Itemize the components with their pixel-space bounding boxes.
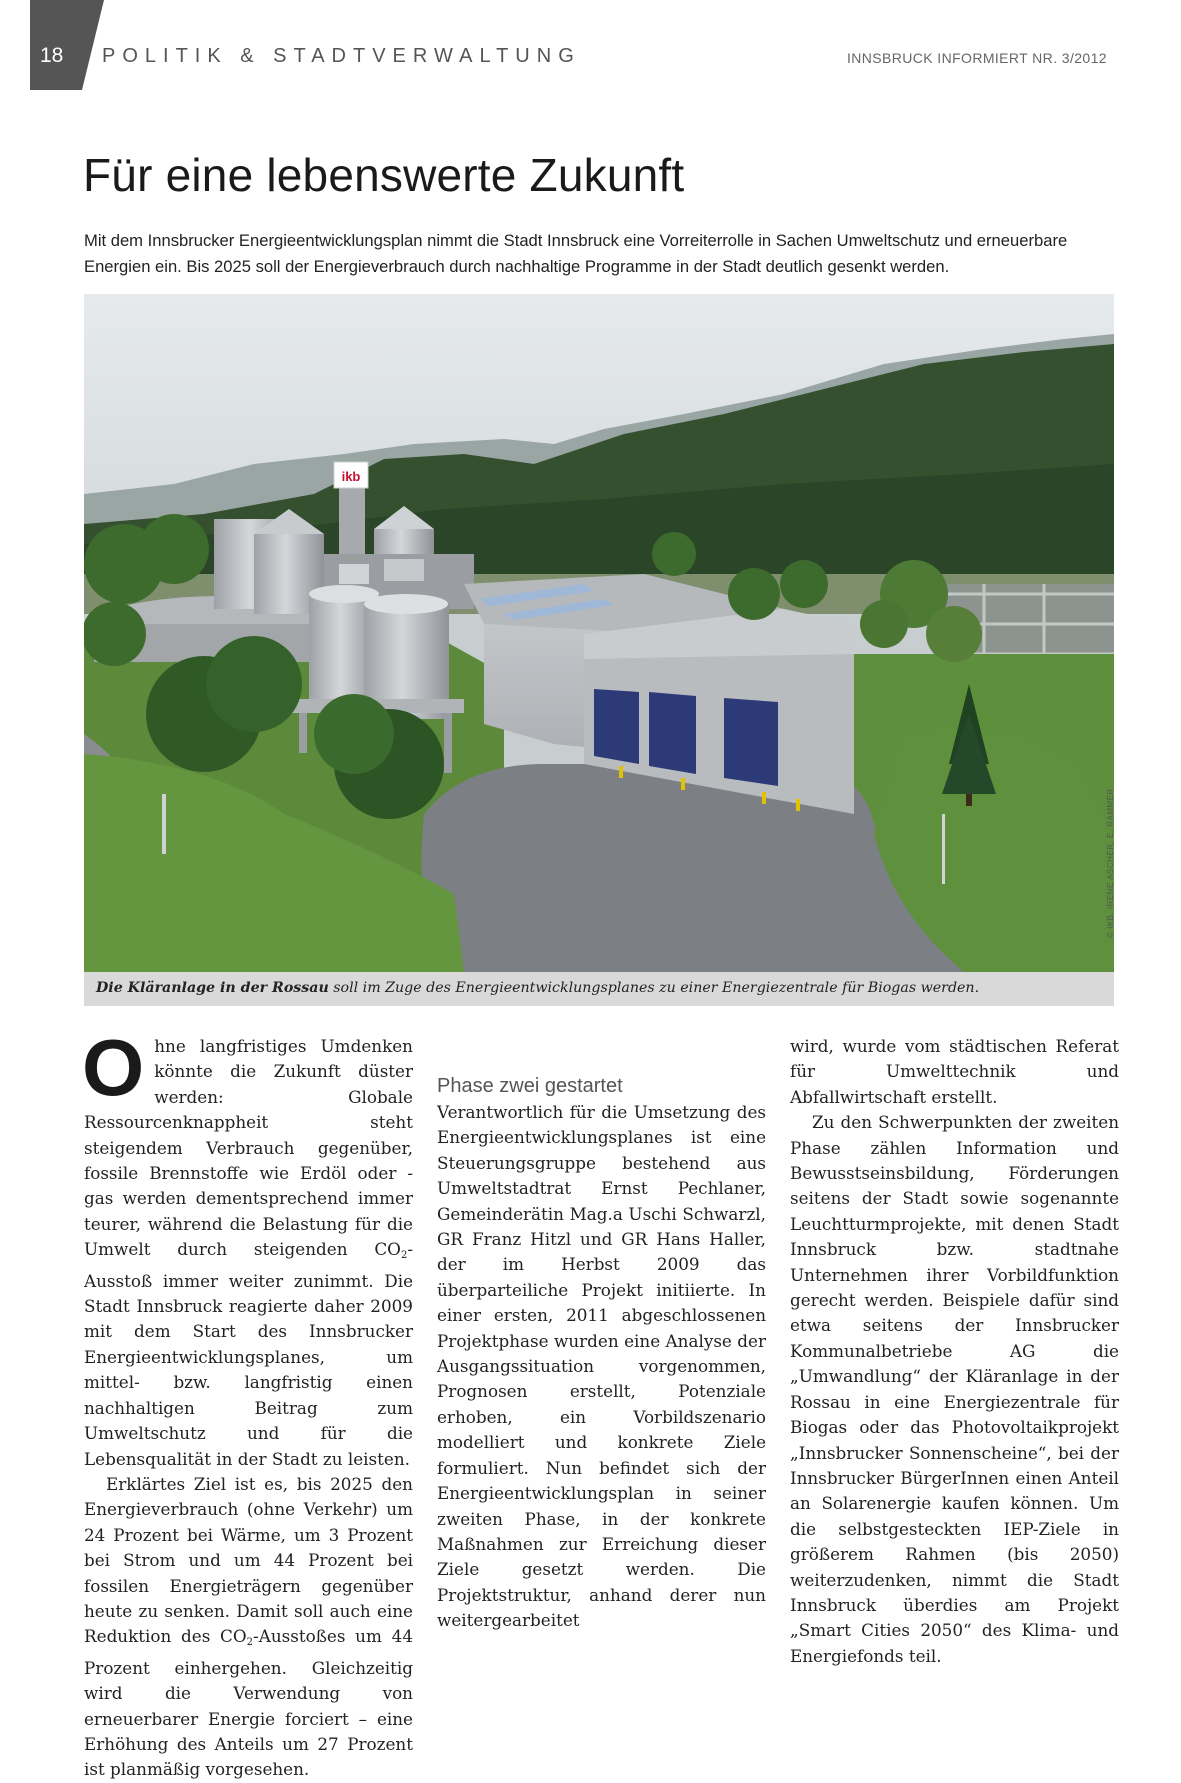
article-headline: Für eine lebenswerte Zukunft: [83, 149, 685, 201]
lamp-post: [162, 794, 166, 854]
column-1: [82, 1023, 413, 1783]
subheading: Phase zwei gestartet: [437, 1075, 623, 1097]
paragraph-2: [84, 1472, 413, 1783]
issue-label: INNSBRUCK INFORMIERT NR. 3/2012: [846, 50, 1107, 66]
treatment-plant-illustration: [84, 294, 1114, 972]
column-3: [790, 1034, 1119, 1669]
paragraph-3-continued: wird, wurde vom städtischen Referat für Umwelttechnik und Abfallwirtschaft erstellt.: [790, 1036, 1119, 1107]
column-2: [437, 978, 766, 1634]
paragraph-1-part-a: hne langfristiges Umdenken könnte die Zukunft düster werden: Globale Ressourcenknappheit steht steigendem Verbrauch gegenüber, fossile Brennstoffe wie Erdöl oder -gas werden dementsprechend immer teurer, während die Belastung für die Umwelt durch steigenden CO: [84, 1036, 413, 1260]
caption-text: soll im Zuge des Energieentwicklungsplanes zu einer Energiezentrale für Biogas werden.: [328, 980, 980, 996]
drop-cap: O: [82, 1023, 145, 1112]
paragraph-2-part-a: Erklärtes Ziel ist es, bis 2025 den Energieverbrauch (ohne Verkehr) um 24 Prozent bei Wärme, um 3 Prozent bei Strom und um 44 Prozent bei fossilen Energieträgern gegenüber heute zu senken. Damit soll auch eine Reduktion des CO: [84, 1473, 413, 1647]
article-lead: Mit dem Innsbrucker Energieentwicklungsplan nimmt die Stadt Innsbruck eine Vorreiterrolle in Sachen Umweltschutz und erneuerbare Energien ein. Bis 2025 soll der Energieverbrauch durch nachhaltige Programme in der Stadt deutlich gesenkt werden.: [84, 231, 1068, 276]
caption-bold: Die Kläranlage in der Rossau: [96, 980, 329, 996]
co2-subscript-2: 2: [246, 1637, 254, 1649]
paragraph-1: [82, 1023, 413, 1472]
tower-logo-text: ikb: [341, 469, 361, 484]
co2-subscript: 2: [400, 1250, 408, 1262]
article-photo: [84, 294, 1114, 972]
paragraph-1-part-b: -Ausstoß immer weiter zunimmt. Die Stadt Innsbruck reagierte daher 2009 mit dem Start des Innsbrucker Energieentwicklungsplanes, um mittel- bzw. langfristig einen nachhaltigen Beitrag zum Umweltschutz und für die Lebensqualität in der Stadt zu leisten.: [84, 1239, 413, 1469]
section-label: POLITIK & STADTVERWALTUNG: [102, 45, 581, 67]
paragraph-3: Verantwortlich für die Umsetzung des Energieentwicklungsplanes ist eine Steuerungsgruppe bestehend aus Umweltstadtrat Ernst Pechlaner, Gemeinderätin Mag.a Uschi Schwarzl, GR Franz Hitzl und GR Hans Haller, der im Herbst 2009 das überparteiliche Projekt initiierte. In einer ersten, 2011 abgeschlossenen Projektphase wurden eine Analyse der Ausgangssituation vorgenommen, Prognosen erstellt, Potenziale erhoben, ein Vorbildszenario modelliert und konkrete Ziele formuliert. Nun befindet sich der Energieentwicklungsplan in seiner zweiten Phase, in der konkrete Maßnahmen zur Erreichung dieser Ziele gesetzt werden. Die Projektstruktur, anhand derer nun weitergearbeitet: [437, 1102, 766, 1631]
paragraph-4: Zu den Schwerpunkten der zweiten Phase zählen Information und Bewusstseinsbildung, Förderungen seitens der Stadt sowie sogenannte Leuchtturmprojekte, mit denen Stadt Innsbruck bzw. stadtnahe Unternehmen ihrer Vorbildfunktion gerecht werden. Beispiele dafür sind etwa seitens der Innsbrucker Kommunalbetriebe AG die „Umwandlung“ der Kläranlage in der Rossau in eine Energiezentrale für Biogas oder das Photovoltaikprojekt „Innsbrucker Sonnenscheine“, bei der Innsbrucker BürgerInnen einen Anteil an Solarenergie kaufen können. Um die selbstgesteckten IEP-Ziele in größerem Rahmen (bis 2050) weiterzudenken, nimmt die Stadt Innsbruck überdies am Projekt „Smart Cities 2050“ des Klima- und Energiefonds teil.: [790, 1112, 1119, 1666]
page-number: 18: [40, 44, 64, 67]
photo-credit: © IKB, IRENE ASCHER, E. RAMMER: [1106, 788, 1115, 938]
paragraph-2-part-b: -Ausstoßes um 44 Prozent einhergehen. Gleichzeitig wird die Verwendung von erneuerbarer Energie forciert – eine Erhöhung des Anteils um 27 Prozent ist planmäßig vorgesehen.: [84, 1626, 413, 1780]
